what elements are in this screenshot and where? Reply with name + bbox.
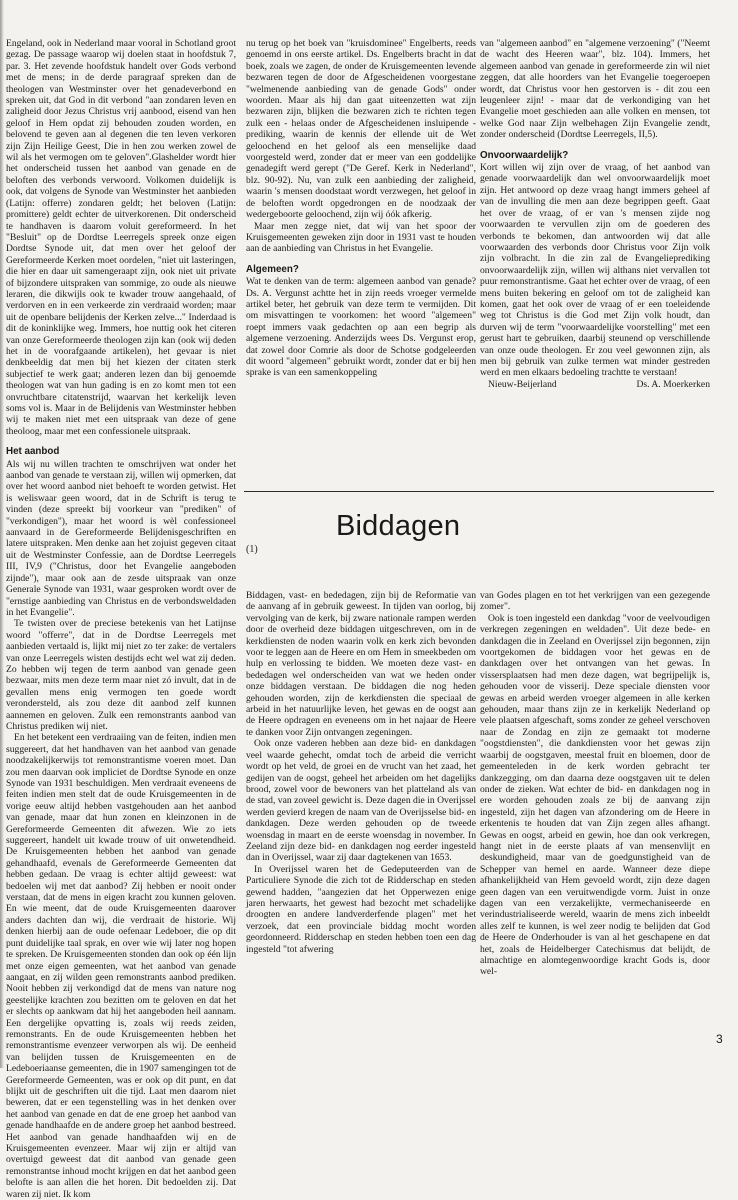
binding-shadow	[0, 0, 4, 1068]
article-divider	[244, 491, 714, 492]
page-number: 3	[716, 1032, 723, 1046]
article-title: Biddagen	[336, 510, 461, 542]
paragraph: Als wij nu willen trachten te omschrijven wat onder het aanbod van genade te verstaan zij, willen wij opmerken, dat over het woord aanbod niet behoeft te worden getwist. Het is weliswaar geen woord, dat in de Schrift is terug te vinden (deze spreekt bij voorkeur van "prediken" of "verkondigen"), maar het woord is wèl confessioneel aanvaard in de Gereformeerde Belijdenisgeschriften en latere uitspraken. Men denke aan het zojuist gegeven citaat uit de Westminster Confessie, aan de Dordtse Leerregels III, IV,9 ("Christus, door het Evangelie aangeboden zijnde"), maar ook aan de zesde uitspraak van onze Generale Synode van 1931, waar gesproken wordt over de "ernstige aanbieding van Christus en de verbondsweldaden in het Evangelie".	[6, 458, 236, 618]
signature-line	[480, 379, 710, 390]
section-heading-algemeen: Algemeen?	[246, 263, 299, 275]
article-part-number: (1)	[246, 544, 258, 555]
signature-author: Ds. A. Moerkerken	[636, 378, 710, 390]
paragraph: In Overijssel waren het de Gedeputeerden van de Particuliere Synode die zich tot de Ridderschap en steden gewend hadden, "aangezien dat het Opperwezen enige jaren herwaarts, het gewest had bezocht met schadelijke droogten en andere landverderfende plagen" met het verzoek, dat een provinciale biddag mocht worden geordonneerd. Ridderschap en steden hebben toen een dag ingesteld "tot afwering	[246, 863, 476, 955]
column-3	[480, 38, 710, 494]
paragraph: nu terug op het boek van "kruisdominee" Engelberts, reeds genoemd in ons eerste artikel. Ds. Engelberts bracht in dat boek, zoals we zagen, de onder de Kruisgemeenten levende bezwaren tegen de door de Afgescheidenen voorgestane "welmenende aanbieding van de genade Gods" onder woorden. Maar als hij dan gaat uiteenzetten wat zijn bezwaren zijn, blijken die bezwaren zich te richten tegen zulk een - helaas onder de Afgescheidenen insluipende - prediking, waarin de kennis der ellende uit de Wet geloochend en het geloof als een menselijke daad voorgesteld werd, zonder dat er meer van een goddelijke genadegift werd gerept ("De Geref. Kerk in Nederland", blz. 90-92). Nu, van zulk een aanbieding der zaligheid, waarin 's mensen doodstaat wordt verzwegen, het geloof in de beloften wordt opgedrongen en de noodzaak der wedergeboorte geloochend, zijn wij óók afkerig.	[246, 38, 476, 221]
column-2	[246, 38, 476, 486]
paragraph: Ook is toen ingesteld een dankdag "voor de veelvoudigen verkregen zegeningen en weldaden". Uit deze bede- en dankdagen die in Zeeland en Overijssel zijn begonnen, zijn voortgekomen de biddagen voor het gewas en de dankdagen over het ontvangen van het gewas. In vissersplaatsen had men deze dagen, wat begrijpelijk is, gehouden voor de visserij. Deze speciale diensten voor gewas en arbeid werden vroeger algemeen in alle kerken gehouden, maar thans zijn ze in kerkelijk Nederland op vele plaatsen afgeschaft, soms zonder ze geheel verschoven naar de Zondag en zijn ze gemaakt tot moderne "oogstdiensten", die dankdiensten voor het gewas zijn waarbij de oogstgaven, meestal fruit en bloemen, door de gemeenteleden in de kerk worden gebracht ter dankzegging, om dan daarna deze oogstgaven uit te delen onder de zieken. Wat echter de bid- en dankdagen nog in ere worden gehouden zoals ze bij de aanvang zijn ingesteld, zijn het dagen van afzondering om de Heere in erkentenis te houden dat van Zijn zegen alles afhangt. Gewas en oogst, arbeid en gewin, hoe dan ook verkregen, hangt niet in de eerste plaats af van mensenvlijt en deskundigheid, maar van de goedgunstigheid van de Schepper van hemel en aarde. Wanneer deze diepe afhankelijkheid van Hem gevoeld wordt, zijn deze dagen geen dagen van een veruitwendigde vorm. Juist in onze dagen van een verzakelijkte, vermechaniseerde en verindustrialiseerde wereld, waarin de mens zich inbeeldt alles zelf te kunnen, is wel zeer nodig te belijden dat God de Heere de Onderhouder is van al het geschapene en dat het, zoals de Heidelberger Catechismus dat belijdt, de almachtige en alomtegenwoordige kracht Gods is, door wel-	[480, 612, 710, 978]
paragraph: Wat te denken van de term: algemeen aanbod van genade? Ds. A. Vergunst achtte het in zijn reeds vroeger vermelde artikel beter, het gebruik van deze term te vermijden. Dit om misvattingen te voorkomen: het woord "algemeen" roept immers vaak gedachten op aan een begrip als algemene verzoening. Anderzijds wees Ds. Vergunst erop, dat zowel door Comrie als door de Schotse godgeleerden dit woord "algemeen" gebruikt wordt, zonder dat er bij hen sprake is van een samenkoppeling	[246, 276, 476, 379]
paragraph: Maar men zegge niet, dat wij van het spoor der Kruisgemeenten geweken zijn door in 1931 vast te houden aan de aanbieding van Christus in het Evangelie.	[246, 220, 476, 255]
paragraph: Kort willen wij zijn over de vraag, of het aanbod van genade voorwaardelijk dan wel onvoorwaardelijk moet zijn. Het antwoord op deze vraag hangt immers geheel af van de invulling die men aan deze begrippen geeft. Gaat het over de vraag, of er van 's mensen zijde nog voorwaarden te vervullen zijn om de goederen des verbonds te bekomen, dan antwoorden wij dat alle voorwaarden des verbonds door Christus voor Zijn volk zijn volbracht. In die zin zal de Evangelieprediking onvoorwaardelijk zijn, willen wij althans niet vervallen tot puur remonstrantisme. Gaat het echter over de vraag, of een mens buiten bekering en geloof om tot de zaligheid kan komen, gaat het ook over de vraag of er een toeleidende weg tot Christus is die God met Zijn volk houdt, dan durven wij de term "voorwaardelijke voorstelling" met een gerust hart te gebruiken, daarbij steunend op verschillende van onze oude theologen. Er zou veel gewonnen zijn, als men bij gebruik van zulke termen wat minder gestreden werd en men elkaars bedoeling trachtte te verstaan!	[480, 162, 710, 379]
column-4	[246, 590, 476, 1030]
section-heading-aanbod: Het aanbod	[6, 446, 60, 458]
paragraph: En het betekent een verdraaiing van de feiten, indien men suggereert, dat het handhaven van het aanbod van genade noodzakelijkerwijs tot remonstrantisme voeren moet. Dan zou men daarvan ook impliciet de Dordtse Synode en onze Synode van 1931 beschuldigen. Men verdraait eveneens de feiten indien men stelt dat de oude Kruisgemeenten in de vorige eeuw altijd hebben vastgehouden aan het aanbod van genade, maar dat hun zonen en kleinzonen in de Gereformeerde Gemeenten dit afwezen. Wie zo iets suggereert, handelt uit kwade trouw of uit onwetendheid. De Kruisgemeenten hebben het aanbod van genade gehandhaafd, evenals de Gereformeerde Gemeenten dat hebben gedaan. De vraag is echter altijd geweest: wat bedoelen wij met dat aanbod? Zij hebben er nooit onder verstaan, dat de mens in eigen kracht zou kunnen geloven. En wie meent, dat de oude Kruisgemeenten daarover anders dachten dan wij, die verdraait de historie. Wij denken hierbij aan de oude oefenaar Ledeboer, die op dit punt duidelijke taal sprak, en over wie wij later nog hopen te spreken. De Kruisgemeenten stonden dan ook op één lijn met onze eigen gemeenten, wat het aanbod van genade aangaat, en zij wilden geen remonstrants aanbod prediken. Nooit hebben zij verkondigd dat de mens van nature nog geestelijke krachten zou bezitten om te geloven en dat het er slechts op aankwam dat hij het aangeboden heil aannam. Een dergelijke opvatting is, zoals wij reeds zeiden, remonstrants. En de oude Kruisgemeenten hebben het remonstrantisme evenzeer verworpen als wij. De eenheid van belijden tussen de Kruisgemeenten en de Ledeboeriaanse gemeenten, die in 1907 samengingen tot de Gereformeerde Gemeenten, was er ook op dit punt, en dat blijkt uit de geschriften uit die tijd. Laat men daarom niet beweren, dat er een tegenstelling was in het denken over het aanbod van genade en dat de ene groep het aanbod van genade handhaafde en de andere groep het aanbod bestreed. Het aanbod van genade handhaafden wij en de Kruisgemeenten evenzeer. Maar wij zijn er altijd van overtuigd geweest dat dit aanbod van genade geen remonstrantse inhoud mocht krijgen en dat het aanbod geen belofte is aan allen die het horen. Dit bedoelden zij. Dat waren zij niet. Ik kom	[6, 732, 236, 1200]
paragraph: Ook onze vaderen hebben aan deze bid- en dankdagen veel waarde gehecht, omdat toch de arbeid die verricht wordt op het veld, de groei en de vrucht van het zaad, het gedijen van de oogst, geheel het arbeiden om het dagelijks brood, zowel voor de bewoners van het platteland als van de stad, van zoveel gewicht is. Deze dagen die in Overijssel werden gevierd kregen de naam van de Overijsselse bid- en dankdagen. Deze werden gehouden op de tweede woensdag in maart en de eerste woensdag in november. In Zeeland zijn deze bid- en dankdagen nog eerder ingesteld dan in Overijssel, waar zij daar dagtekenen van 1653.	[246, 738, 476, 864]
paragraph: Biddagen, vast- en bededagen, zijn bij de Reformatie van de aanvang af in gebruik geweest. In tijden van oorlog, bij vervolging van de kerk, bij zware nationale rampen werden door de overheid deze biddagen uitgeschreven, om in de kerkdiensten de noden waarin volk en kerk zich bevonden voor te leggen aan de Heere en om Hem in smeekbeden om hulp en verlossing te bidden. We moeten deze vast- en bededagen wel onderscheiden van wat we heden onder onze biddagen verstaan. De biddagen die nog heden gehouden worden, zijn de kerkdiensten die speciaal de arbeid in het natuurlijke leven, het gewas en de oogst aan de Heere opdragen en eveneens om in het najaar de Heere te danken voor Zijn ontvangen zegeningen.	[246, 590, 476, 738]
paragraph: van "algemeen aanbod" en "algemene verzoening" ("Neemt de wacht des Heeren waar", blz. 104). Immers, het algemeen aanbod van genade in gereformeerde zin wil niet zeggen, dat alle hoorders van het Evangelie toegeroepen wordt, dat Christus voor hen gestorven is - dit zou een leugenleer zijn! - maar dat de verkondiging van het Evangelie moet geschieden aan alle volken en mensen, tot welke God naar Zijn welbehagen Zijn Evangelie zendt, zonder onderscheid (Dordtse Leerregels, II,5).	[480, 38, 710, 141]
paragraph: Engeland, ook in Nederland maar vooral in Schotland groot gezag. De passage waarop wij doelen staat in hoofdstuk 7, par. 3. Het zevende hoofdstuk handelt over Gods verbond met de mens; in de derde paragraaf spreken dan de theologen van Westminster over het genadeverbond en spreken uit, dat God in dit verbond "aan zondaren leven en zaligheid door Jezus Christus vrij aanbood, eisend van hen geloof in Hem opdat zij behouden zouden worden, en belovend te geven aan al degenen die ten leven verkoren zijn Zijn Heilige Geest, Die in hen zou werken zowel de wil als het vermogen om te geloven".Glashelder wordt hier het onderscheid tussen het aanbod van genade en de beloften des verbonds verwoord. Volkomen duidelijk is ook, dat volgens de Synode van Westminster het aanbieden (Latijn: offerre) zondaren geldt; het beloven (Latijn: promittere) geldt echter de uitverkorenen. Dit onderscheid te handhaven is daarom voluit gereformeerd. In het "Besluit" op de Dordtse Leerregels spreek onze eigen Dordtse Synode uit, dat men over het geloof der Gereformeerde Kerken moet oordelen, "niet uit lasteringen, die hier en daar uit samengeraapt zijn, ook niet uit private of bijzondere uitspraken van sommige, zo oude als nieuwe leraren, die dikwijls ook te kwader trouw aangehaald, of verdorven en in een verkeerde zin verdraaid worden; maar uit de openbare belijdenis der Kerken zelve..." Inderdaad is dit de koninklijke weg. Immers, hoe nuttig ook het citeren van onze Gereformeerde theologen zijn kan (ook wij deden het in de voorafgaande artikelen), het gevaar is niet denkbeeldig dat men bij het kiezen der citaten sterk subjectief te werk gaat; anderen lezen dan bij genoemde theologen wat van hun gading is en zo komt men tot een onvruchtbare citatenstrijd, waarvan het kerkelijk leven soms vol is. Maar in de Belijdenis van Westminster hebben wij te maken niet met een uitspraak van deze of gene theoloog, maar met een confessionele uitspraak.	[6, 38, 236, 437]
section-heading-onvoorwaardelijk: Onvoorwaardelijk?	[480, 149, 569, 161]
column-1	[6, 38, 236, 1200]
paragraph: Te twisten over de preciese betekenis van het Latijnse woord "offerre", dat in de Dordtse Leerregels met aanbieden vertaald is, lijkt mij niet zo ter zake: de vertalers van onze Leerregels wisten destijds echt wel wat zij deden. Zo hebben wij tegen de term aanbod van genade geen bezwaar, mits men deze term maar niet zó invult, dat in de gevallen mens enig vermogen ten goede wordt verondersteld, als zou deze dit aanbod zelf kunnen aannemen en geloven. Zulk een remonstrants aanbod van Christus prediken wij niet.	[6, 618, 236, 732]
paragraph: van Godes plagen en tot het verkrijgen van een gezegende zomer".	[480, 590, 710, 613]
signature-place: Nieuw-Beijerland	[488, 378, 557, 390]
column-5	[480, 590, 710, 1030]
